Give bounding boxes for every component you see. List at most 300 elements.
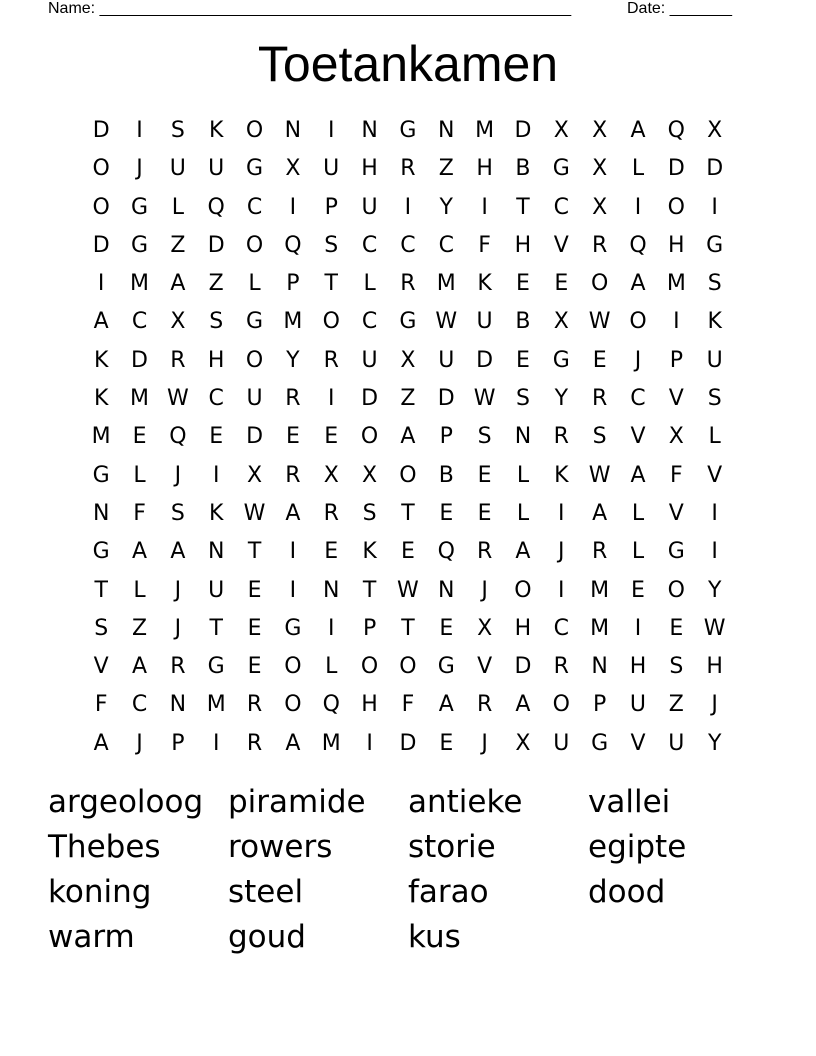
grid-letter[interactable]: O: [284, 692, 302, 718]
grid-letter[interactable]: K: [362, 539, 377, 565]
grid-letter[interactable]: R: [285, 462, 301, 488]
word-list-item: farao: [408, 874, 489, 910]
grid-letter[interactable]: E: [324, 539, 339, 565]
grid-letter[interactable]: R: [400, 271, 416, 297]
grid-letter[interactable]: N: [438, 118, 455, 143]
grid-letter[interactable]: S: [362, 500, 377, 526]
grid-letter[interactable]: D: [514, 654, 532, 680]
grid-letter[interactable]: N: [92, 500, 110, 526]
grid-letter[interactable]: O: [360, 424, 379, 450]
grid-letter[interactable]: U: [246, 386, 263, 412]
grid-letter[interactable]: S: [209, 309, 224, 335]
grid-letter[interactable]: I: [711, 194, 718, 220]
grid-letter[interactable]: P: [362, 615, 377, 641]
grid-letter[interactable]: P: [439, 424, 453, 450]
grid-letter[interactable]: S: [707, 386, 722, 412]
grid-letter[interactable]: S: [170, 500, 185, 526]
grid-letter[interactable]: Z: [438, 156, 454, 182]
grid-letter[interactable]: E: [669, 615, 684, 641]
grid-letter[interactable]: A: [170, 271, 186, 297]
grid-letter[interactable]: N: [169, 692, 187, 718]
grid-letter[interactable]: E: [439, 730, 454, 756]
grid-letter[interactable]: E: [631, 577, 645, 603]
grid-letter[interactable]: G: [591, 730, 609, 756]
grid-letter[interactable]: P: [324, 194, 338, 220]
grid-letter[interactable]: Z: [400, 386, 416, 412]
grid-letter[interactable]: T: [247, 539, 262, 565]
grid-letter[interactable]: Q: [322, 692, 340, 718]
grid-letter[interactable]: S: [477, 424, 492, 450]
grid-letter[interactable]: I: [289, 577, 297, 603]
grid-letter[interactable]: X: [170, 309, 186, 335]
grid-letter[interactable]: E: [400, 539, 415, 565]
grid-letter[interactable]: N: [361, 118, 378, 143]
grid-letter[interactable]: W: [397, 577, 419, 603]
grid-letter[interactable]: S: [170, 118, 185, 143]
grid-letter[interactable]: N: [323, 577, 340, 603]
grid-letter[interactable]: D: [361, 386, 379, 412]
grid-letter[interactable]: M: [475, 118, 495, 143]
grid-letter[interactable]: E: [554, 271, 569, 297]
grid-letter[interactable]: G: [437, 654, 455, 680]
grid-letter[interactable]: D: [131, 347, 148, 373]
date-field-label[interactable]: Date: _______: [627, 0, 732, 17]
grid-letter[interactable]: O: [92, 156, 110, 182]
grid-letter[interactable]: X: [668, 424, 684, 450]
grid-letter[interactable]: E: [439, 500, 454, 526]
grid-letter[interactable]: V: [668, 386, 684, 412]
grid-letter[interactable]: J: [481, 730, 488, 756]
grid-letter[interactable]: Y: [707, 730, 722, 756]
grid-letter[interactable]: M: [206, 692, 226, 718]
grid-letter[interactable]: S: [94, 615, 109, 641]
grid-letter[interactable]: R: [170, 654, 186, 680]
grid-letter[interactable]: Q: [284, 232, 302, 258]
grid-letter[interactable]: O: [552, 692, 570, 718]
grid-row: [82, 648, 734, 686]
grid-letter[interactable]: J: [481, 577, 488, 603]
grid-letter[interactable]: D: [476, 347, 494, 373]
grid-letter[interactable]: M: [283, 309, 303, 335]
grid-letter[interactable]: G: [130, 194, 149, 220]
grid-letter[interactable]: M: [436, 271, 456, 297]
grid-letter[interactable]: R: [400, 156, 416, 182]
grid-letter[interactable]: L: [631, 539, 645, 565]
grid-letter[interactable]: D: [706, 156, 724, 182]
grid-letter[interactable]: H: [706, 654, 723, 680]
grid-letter[interactable]: G: [399, 309, 417, 335]
grid-letter[interactable]: O: [284, 654, 302, 680]
grid-letter[interactable]: R: [553, 424, 569, 450]
grid-letter[interactable]: W: [588, 462, 611, 488]
grid-letter[interactable]: F: [478, 232, 491, 258]
grid-letter[interactable]: Y: [554, 386, 569, 412]
grid-letter[interactable]: T: [324, 271, 338, 297]
grid-letter[interactable]: U: [361, 347, 378, 373]
grid-letter[interactable]: Z: [208, 271, 224, 297]
grid-letter[interactable]: R: [323, 500, 339, 526]
grid-letter[interactable]: I: [327, 118, 335, 143]
grid-letter[interactable]: P: [593, 692, 607, 718]
grid-letter[interactable]: R: [476, 539, 493, 565]
grid-letter[interactable]: E: [209, 424, 224, 450]
grid-letter[interactable]: G: [552, 347, 570, 373]
grid-letter[interactable]: G: [92, 539, 110, 565]
grid-letter[interactable]: G: [284, 615, 302, 641]
grid-letter[interactable]: L: [325, 654, 338, 680]
grid-letter[interactable]: I: [404, 194, 412, 220]
grid-letter[interactable]: K: [707, 309, 722, 335]
name-field-label[interactable]: Name: _____________________________________________________: [48, 0, 572, 17]
grid-letter[interactable]: X: [362, 462, 378, 488]
grid-letter[interactable]: J: [136, 730, 143, 756]
grid-letter[interactable]: H: [361, 156, 378, 182]
grid-letter[interactable]: U: [323, 156, 340, 182]
grid-letter[interactable]: X: [592, 118, 608, 143]
grid-letter[interactable]: H: [361, 692, 378, 718]
grid-letter[interactable]: J: [711, 692, 718, 718]
grid-letter[interactable]: E: [247, 577, 262, 603]
grid-letter[interactable]: O: [245, 347, 264, 373]
grid-letter[interactable]: O: [629, 309, 647, 335]
grid-row: [82, 418, 734, 456]
grid-letter[interactable]: R: [323, 347, 339, 373]
grid-letter[interactable]: O: [399, 654, 417, 680]
grid-letter[interactable]: V: [477, 654, 493, 680]
grid-letter[interactable]: I: [289, 194, 297, 220]
grid-letter[interactable]: T: [401, 500, 415, 526]
grid-letter[interactable]: A: [93, 730, 109, 756]
grid-letter[interactable]: A: [170, 539, 186, 565]
grid-letter[interactable]: R: [476, 692, 493, 718]
grid-letter[interactable]: D: [399, 730, 417, 756]
grid-letter[interactable]: R: [246, 692, 263, 718]
grid-letter[interactable]: Z: [170, 232, 186, 258]
grid-letter[interactable]: U: [361, 194, 378, 220]
grid-letter[interactable]: M: [590, 615, 610, 641]
grid-letter[interactable]: X: [515, 730, 531, 756]
grid-letter[interactable]: A: [630, 462, 646, 488]
grid-letter[interactable]: U: [169, 156, 186, 182]
grid-letter[interactable]: G: [207, 654, 225, 680]
grid-letter[interactable]: Y: [286, 347, 300, 373]
grid-letter[interactable]: F: [94, 692, 108, 718]
grid-letter[interactable]: U: [668, 730, 685, 756]
grid-letter[interactable]: E: [285, 424, 300, 450]
grid-letter[interactable]: T: [362, 577, 377, 603]
grid-letter[interactable]: O: [245, 118, 264, 143]
grid-letter[interactable]: H: [514, 615, 532, 641]
grid-letter[interactable]: U: [706, 347, 723, 373]
grid-letter[interactable]: N: [438, 577, 455, 603]
grid-letter[interactable]: I: [673, 309, 680, 335]
grid-letter[interactable]: I: [711, 500, 718, 526]
grid-letter[interactable]: L: [516, 500, 530, 526]
grid-row: [82, 227, 734, 265]
grid-letter[interactable]: I: [634, 615, 642, 641]
grid-letter[interactable]: A: [131, 539, 148, 565]
grid-letter[interactable]: W: [243, 500, 266, 526]
grid-letter[interactable]: G: [130, 232, 149, 258]
grid-letter[interactable]: M: [666, 271, 686, 297]
grid-letter[interactable]: C: [361, 232, 378, 258]
grid-letter[interactable]: R: [246, 730, 263, 756]
grid-letter[interactable]: Q: [207, 194, 225, 220]
grid-letter[interactable]: D: [246, 424, 264, 450]
grid-letter[interactable]: L: [631, 500, 645, 526]
grid-letter[interactable]: B: [438, 462, 454, 488]
grid-letter[interactable]: G: [706, 232, 724, 258]
grid-letter[interactable]: D: [92, 232, 110, 258]
grid-letter[interactable]: S: [707, 271, 722, 297]
grid-letter[interactable]: R: [170, 347, 186, 373]
grid-letter[interactable]: C: [246, 194, 263, 220]
grid-letter[interactable]: K: [208, 118, 224, 143]
grid-letter[interactable]: G: [552, 156, 570, 182]
grid-letter[interactable]: R: [591, 386, 608, 412]
grid-letter[interactable]: A: [93, 309, 109, 335]
grid-letter[interactable]: E: [132, 424, 147, 450]
grid-letter[interactable]: I: [97, 271, 105, 297]
grid-letter[interactable]: P: [171, 730, 185, 756]
grid-letter[interactable]: P: [286, 271, 300, 297]
grid-letter[interactable]: X: [592, 156, 608, 182]
grid-letter[interactable]: O: [245, 232, 264, 258]
grid-letter[interactable]: U: [438, 347, 455, 373]
grid-letter[interactable]: V: [668, 500, 684, 526]
grid-letter[interactable]: R: [591, 232, 608, 258]
grid-letter[interactable]: L: [171, 194, 184, 220]
grid-letter[interactable]: N: [514, 424, 532, 450]
grid-letter[interactable]: L: [631, 156, 645, 182]
grid-letter[interactable]: X: [477, 615, 493, 641]
grid-letter[interactable]: K: [477, 271, 492, 297]
grid-letter[interactable]: V: [553, 232, 569, 258]
grid-letter[interactable]: A: [285, 730, 301, 756]
grid-letter[interactable]: O: [92, 194, 110, 220]
grid-letter[interactable]: L: [248, 271, 261, 297]
grid-letter[interactable]: G: [399, 118, 417, 143]
grid-letter[interactable]: L: [516, 462, 530, 488]
grid-letter[interactable]: I: [212, 462, 220, 488]
grid-letter[interactable]: I: [212, 730, 220, 756]
grid-letter[interactable]: Q: [629, 232, 647, 258]
grid-letter[interactable]: D: [92, 118, 110, 143]
grid-letter[interactable]: Q: [437, 539, 455, 565]
grid-letter[interactable]: B: [515, 309, 531, 335]
grid-letter[interactable]: D: [207, 232, 225, 258]
grid-letter[interactable]: U: [553, 730, 570, 756]
grid-letter[interactable]: A: [438, 692, 454, 718]
grid-letter[interactable]: C: [361, 309, 378, 335]
grid-letter[interactable]: J: [558, 539, 565, 565]
grid-letter[interactable]: A: [515, 692, 531, 718]
grid-letter[interactable]: O: [514, 577, 532, 603]
grid-letter[interactable]: X: [553, 309, 569, 335]
grid-letter[interactable]: E: [516, 347, 530, 373]
grid-letter[interactable]: K: [93, 347, 109, 373]
grid-letter[interactable]: T: [94, 577, 108, 603]
grid-letter[interactable]: S: [324, 232, 339, 258]
grid-letter[interactable]: T: [516, 194, 530, 220]
grid-letter[interactable]: U: [208, 156, 225, 182]
grid-letter[interactable]: R: [553, 654, 569, 680]
grid-letter[interactable]: O: [322, 309, 340, 335]
grid-letter[interactable]: S: [515, 386, 530, 412]
grid-letter[interactable]: X: [400, 347, 416, 373]
grid-letter[interactable]: W: [588, 309, 611, 335]
grid-letter[interactable]: O: [667, 577, 685, 603]
grid-letter[interactable]: A: [131, 654, 148, 680]
grid-letter[interactable]: J: [174, 577, 182, 603]
grid-letter[interactable]: L: [133, 462, 146, 488]
grid-letter[interactable]: O: [399, 462, 417, 488]
grid-letter[interactable]: T: [401, 615, 415, 641]
grid-letter[interactable]: K: [93, 386, 109, 412]
grid-letter[interactable]: K: [554, 462, 569, 488]
word-list-item: vallei: [588, 784, 671, 820]
grid-letter[interactable]: C: [438, 232, 454, 258]
grid-letter[interactable]: I: [327, 386, 335, 412]
grid-letter[interactable]: X: [707, 118, 723, 143]
grid-letter[interactable]: F: [401, 692, 415, 718]
grid-letter[interactable]: U: [208, 577, 225, 603]
grid-letter[interactable]: W: [703, 615, 726, 641]
grid-letter[interactable]: G: [667, 539, 685, 565]
grid-letter[interactable]: E: [516, 271, 530, 297]
grid-letter[interactable]: L: [133, 577, 146, 603]
grid-letter[interactable]: S: [592, 424, 607, 450]
grid-letter[interactable]: E: [247, 615, 262, 641]
grid-letter[interactable]: N: [284, 118, 302, 143]
grid-letter[interactable]: C: [131, 309, 148, 335]
grid-letter[interactable]: F: [670, 462, 683, 488]
grid-letter[interactable]: H: [629, 654, 647, 680]
grid-letter[interactable]: I: [366, 730, 373, 756]
grid-letter[interactable]: A: [515, 539, 531, 565]
grid-letter[interactable]: R: [591, 539, 608, 565]
grid-letter[interactable]: Z: [131, 615, 148, 641]
grid-letter[interactable]: N: [207, 539, 225, 565]
grid-letter[interactable]: E: [477, 462, 492, 488]
grid-letter[interactable]: O: [667, 194, 685, 220]
grid-letter[interactable]: V: [707, 462, 723, 488]
grid-letter[interactable]: U: [629, 692, 647, 718]
grid-letter[interactable]: O: [590, 271, 609, 297]
grid-letter[interactable]: U: [476, 309, 493, 335]
grid-letter[interactable]: I: [711, 539, 718, 565]
grid-letter[interactable]: M: [130, 386, 149, 412]
grid-letter[interactable]: M: [91, 424, 111, 450]
grid-letter[interactable]: H: [476, 156, 493, 182]
grid-letter[interactable]: J: [136, 156, 143, 182]
grid-letter[interactable]: T: [209, 615, 223, 641]
grid-letter[interactable]: I: [327, 615, 335, 641]
grid-letter[interactable]: E: [477, 500, 492, 526]
grid-letter[interactable]: C: [630, 386, 646, 412]
grid-letter[interactable]: W: [473, 386, 496, 412]
grid-letter[interactable]: H: [514, 232, 532, 258]
grid-letter[interactable]: Y: [707, 577, 722, 603]
grid-letter[interactable]: Y: [439, 194, 453, 220]
grid-letter[interactable]: C: [553, 615, 569, 641]
grid-letter[interactable]: E: [247, 654, 262, 680]
grid-letter[interactable]: Z: [668, 692, 684, 718]
grid-letter[interactable]: I: [481, 194, 488, 220]
grid-letter[interactable]: C: [553, 194, 569, 220]
grid-letter[interactable]: L: [363, 271, 376, 297]
grid-letter[interactable]: Q: [169, 424, 187, 450]
grid-letter[interactable]: K: [208, 500, 224, 526]
grid-letter[interactable]: I: [634, 194, 642, 220]
grid-letter[interactable]: V: [630, 424, 646, 450]
grid-letter[interactable]: E: [324, 424, 339, 450]
grid-letter[interactable]: V: [93, 654, 109, 680]
grid-letter[interactable]: B: [515, 156, 531, 182]
grid-letter[interactable]: Q: [667, 118, 685, 143]
grid-letter[interactable]: S: [669, 654, 684, 680]
grid-letter[interactable]: V: [630, 730, 646, 756]
grid-letter[interactable]: F: [133, 500, 146, 526]
grid-row: [82, 572, 734, 610]
grid-letter[interactable]: A: [285, 500, 301, 526]
grid-letter[interactable]: H: [207, 347, 225, 373]
grid-letter[interactable]: D: [667, 156, 685, 182]
grid-letter[interactable]: L: [708, 424, 721, 450]
grid-letter[interactable]: G: [92, 462, 110, 488]
grid-letter[interactable]: X: [247, 462, 263, 488]
grid-letter[interactable]: C: [208, 386, 224, 412]
grid-letter[interactable]: M: [321, 730, 341, 756]
grid-letter[interactable]: G: [246, 156, 264, 182]
grid-letter[interactable]: A: [400, 424, 416, 450]
grid-letter[interactable]: E: [592, 347, 607, 373]
grid-letter[interactable]: E: [439, 615, 454, 641]
grid-letter[interactable]: A: [630, 271, 646, 297]
grid-letter[interactable]: X: [592, 194, 608, 220]
grid-letter[interactable]: I: [136, 118, 143, 143]
grid-letter[interactable]: P: [669, 347, 683, 373]
grid-letter[interactable]: X: [553, 118, 569, 143]
grid-letter[interactable]: I: [558, 500, 565, 526]
grid-letter[interactable]: I: [558, 577, 565, 603]
grid-letter[interactable]: N: [591, 654, 608, 680]
grid-letter[interactable]: A: [630, 118, 646, 143]
grid-letter[interactable]: J: [174, 462, 182, 488]
grid-letter[interactable]: C: [400, 232, 416, 258]
grid-letter[interactable]: M: [130, 271, 149, 297]
grid-letter[interactable]: R: [285, 386, 301, 412]
grid-letter[interactable]: D: [514, 118, 532, 143]
grid-letter[interactable]: X: [323, 462, 339, 488]
grid-letter[interactable]: D: [437, 386, 455, 412]
grid-letter[interactable]: M: [590, 577, 610, 603]
grid-letter[interactable]: O: [360, 654, 379, 680]
grid-letter[interactable]: J: [174, 615, 182, 641]
grid-letter[interactable]: X: [285, 156, 301, 182]
grid-letter[interactable]: A: [592, 500, 608, 526]
grid-letter[interactable]: H: [668, 232, 685, 258]
grid-letter[interactable]: W: [435, 309, 458, 335]
word-list-item: kus: [408, 919, 461, 955]
puzzle-title: Toetankamen: [257, 36, 559, 92]
grid-letter[interactable]: G: [246, 309, 264, 335]
grid-letter[interactable]: J: [634, 347, 642, 373]
grid-letter[interactable]: I: [289, 539, 297, 565]
grid-row: [82, 457, 734, 495]
grid-letter[interactable]: W: [166, 386, 189, 412]
grid-letter[interactable]: C: [131, 692, 148, 718]
